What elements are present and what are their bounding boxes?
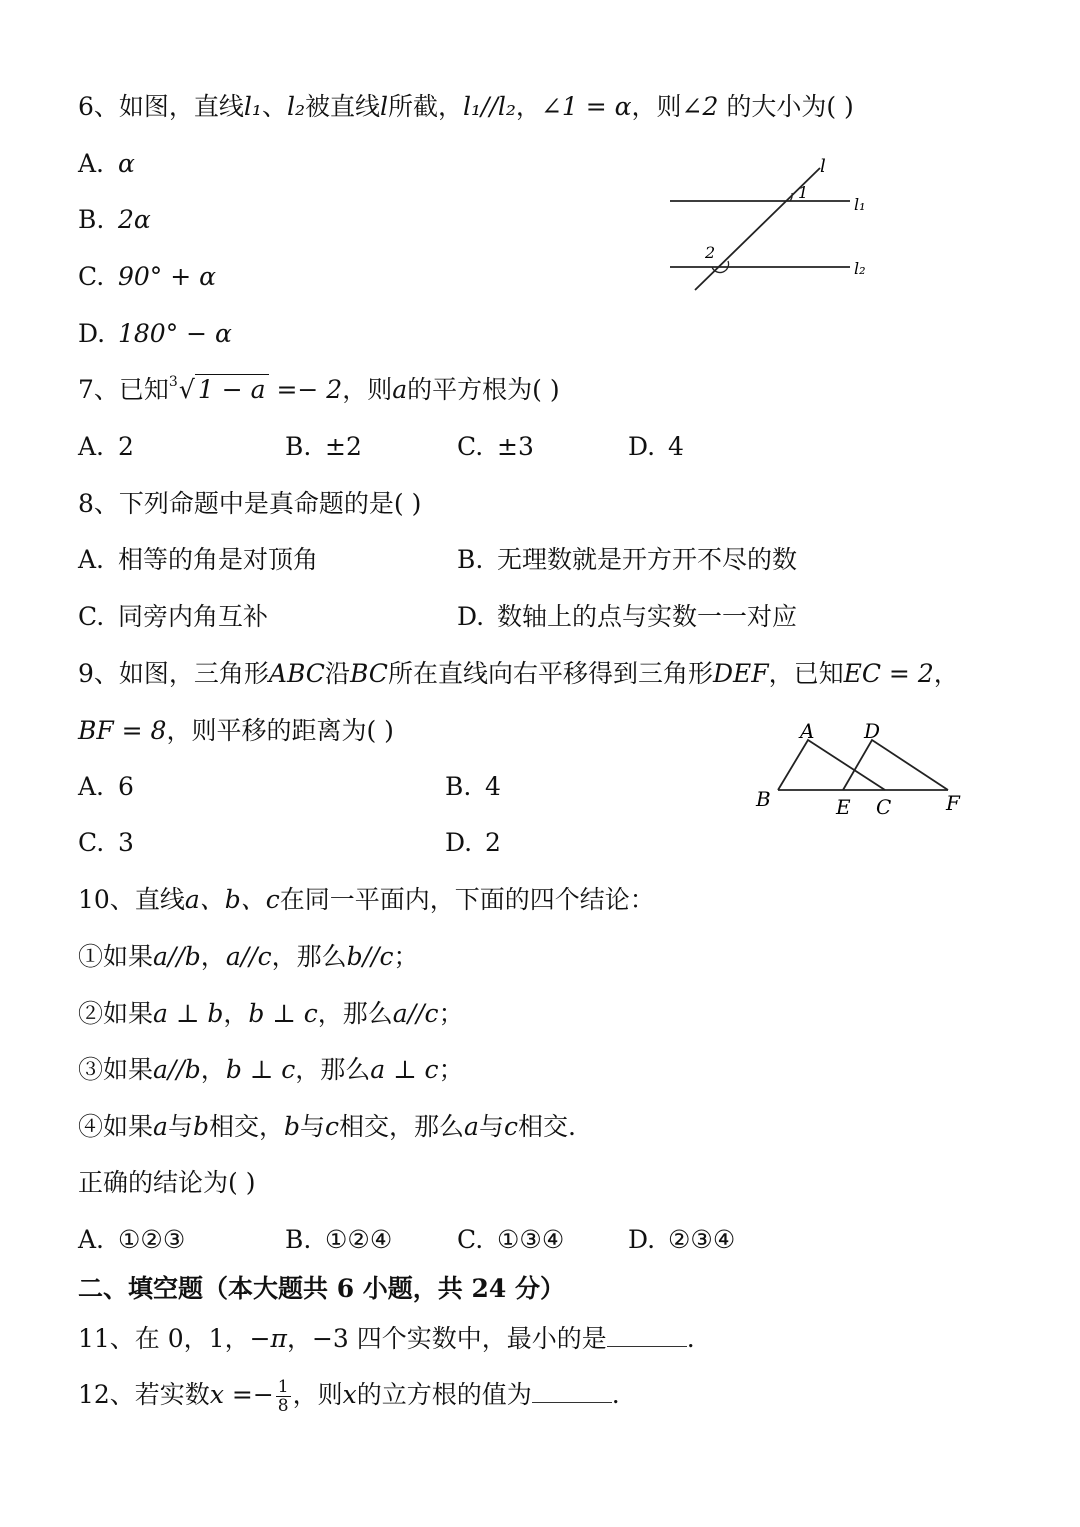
- q10-option-c: C. ①③④: [457, 1225, 565, 1254]
- q8-option-d: D. 数轴上的点与实数一一对应: [457, 602, 798, 631]
- label-2: 2: [705, 243, 716, 262]
- answer-blank[interactable]: [607, 1324, 687, 1347]
- q10-option-b: B. ①②④: [285, 1225, 393, 1254]
- q12-stem: 12、若实数x =− $\frac{1}{8}$ ，则x的立方根的值为 .: [78, 1377, 620, 1416]
- label-l: l: [820, 156, 826, 177]
- q10-prompt: 正确的结论为( ): [78, 1168, 256, 1197]
- q8-option-a: A. 相等的角是对顶角: [78, 545, 319, 574]
- q10-statement-1: ①如果a//b，a//c，那么b//c；: [78, 942, 419, 971]
- q10-option-d: D. ②③④: [628, 1225, 736, 1254]
- q8-option-c: C. 同旁内角互补: [78, 602, 269, 631]
- q9-stem-line1: 9、如图，三角形ABC沿BC所在直线向右平移得到三角形DEF，已知EC = 2，: [78, 659, 959, 688]
- q6-option-b: B. 2α: [78, 205, 151, 234]
- q10-stem: 10、直线a、b、c在同一平面内，下面的四个结论：: [78, 885, 655, 914]
- label-b: B: [756, 787, 771, 811]
- q7-option-a: A. 2: [78, 432, 134, 461]
- label-1: 1: [798, 183, 809, 202]
- q6-figure: [660, 150, 890, 299]
- cube-root: 3 √ 1 − a: [179, 373, 269, 407]
- q8-stem: 8、下列命题中是真命题的是( ): [78, 489, 422, 518]
- label-f: F: [946, 791, 960, 815]
- triangle-abc: [778, 740, 885, 790]
- label-l2: l₂: [854, 259, 866, 278]
- q9-option-d: D. 2: [445, 828, 501, 857]
- q9-stem-line2: BF = 8，则平移的距离为( ): [78, 716, 394, 745]
- q7-option-b: B. ±2: [285, 432, 362, 461]
- q6-stem: 6、如图，直线l₁、l₂被直线l所截，l₁//l₂，∠1 = α，则∠2 的大小为( ): [78, 92, 854, 121]
- q10-option-a: A. ①②③: [78, 1225, 186, 1254]
- q6-option-d: D. 180° − α: [78, 319, 232, 348]
- q10-statement-4: ④如果a与b相交，b与c相交，那么a与c相交.: [78, 1112, 576, 1141]
- q8-option-b: B. 无理数就是开方开不尽的数: [457, 545, 798, 574]
- label-a: A: [800, 719, 815, 743]
- q11-stem: 11、在 0，1，−π，−3 四个实数中，最小的是 .: [78, 1324, 695, 1353]
- label-d: D: [864, 719, 881, 743]
- triangle-def: [843, 740, 948, 790]
- q7-stem: 7、已知 3 √ 1 − a =− 2，则a的平方根为( ): [78, 373, 560, 407]
- answer-blank[interactable]: [532, 1380, 612, 1403]
- q10-statement-2: ②如果a ⊥ b，b ⊥ c，那么a//c；: [78, 999, 464, 1028]
- q7-option-c: C. ±3: [457, 432, 534, 461]
- section-2-heading: 二、填空题（本大题共 6 小题，共 24 分）: [78, 1274, 566, 1303]
- label-e: E: [836, 795, 851, 819]
- q9-option-a: A. 6: [78, 772, 134, 801]
- q6-option-c: C. 90° + α: [78, 262, 217, 291]
- q9-option-b: B. 4: [445, 772, 501, 801]
- fraction: $\frac{1}{8}$: [277, 1377, 289, 1416]
- q10-statement-3: ③如果a//b，b ⊥ c，那么a ⊥ c；: [78, 1055, 464, 1084]
- q9-option-c: C. 3: [78, 828, 134, 857]
- label-l1: l₁: [854, 195, 866, 214]
- q6-option-a: A. α: [78, 149, 135, 178]
- q7-option-d: D. 4: [628, 432, 684, 461]
- q9-figure: [750, 718, 970, 827]
- label-c: C: [876, 795, 892, 819]
